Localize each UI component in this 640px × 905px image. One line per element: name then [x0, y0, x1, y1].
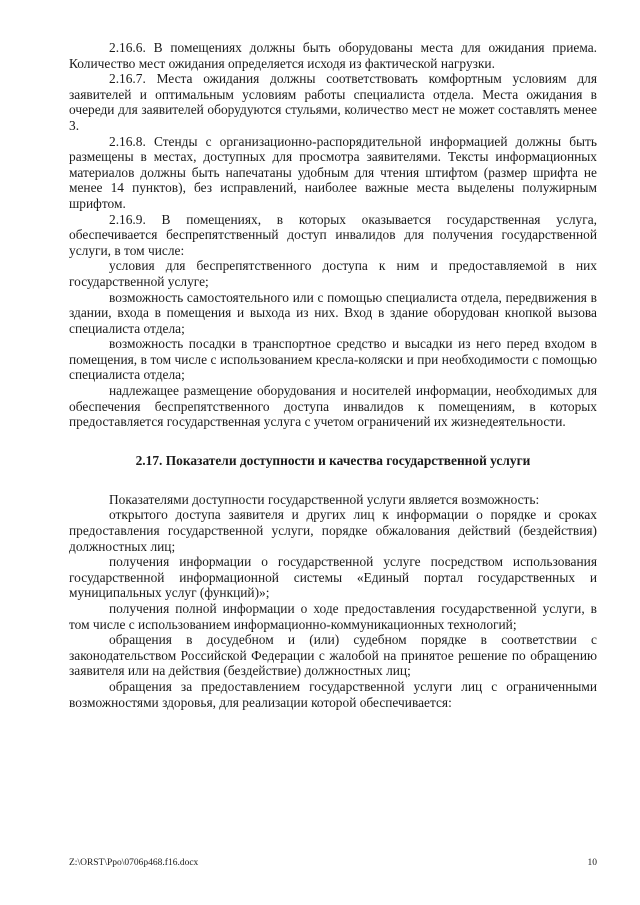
paragraph: обращения за предоставлением государственной услуги лиц с ограниченными возможностями здоровья, для реализации которой обеспечивается: — [69, 678, 597, 710]
page-number: 10 — [587, 858, 597, 868]
paragraph: 2.16.7. Места ожидания должны соответствовать комфортным условиям для заявителей и оптимальным условиям работы специалиста отдела. Места ожидания в очереди для заявителей оборудуются стульями, количество мест не может составлять менее 3. — [69, 71, 597, 133]
paragraph: открытого доступа заявителя и других лиц к информации о порядке и сроках предоставления государственной услуги, порядке обжалования действий (бездействия) должностных лиц; — [69, 507, 597, 554]
paragraph: возможность посадки в транспортное средство и высадки из него перед входом в помещения, в том числе с использованием кресла-коляски и при необходимости с помощью специалиста отдела; — [69, 336, 597, 383]
paragraph: надлежащее размещение оборудования и носителей информации, необходимых для обеспечения беспрепятственного доступа инвалидов к помещениям, в которых предоставляется государственная услуга с учетом ограничений их жизнедеятельности. — [69, 383, 597, 430]
paragraph: возможность самостоятельного или с помощью специалиста отдела, передвижения в здании, входа в помещения и выхода из них. Вход в здание оборудован кнопкой вызова специалиста отдела; — [69, 289, 597, 336]
paragraph: получения информации о государственной услуге посредством использования государственной информационной системы «Единый портал государственных и муниципальных услуг (функций)»; — [69, 554, 597, 601]
paragraph: условия для беспрепятственного доступа к ним и предоставляемой в них государственной услуге; — [69, 258, 597, 289]
paragraph: 2.16.9. В помещениях, в которых оказывается государственная услуга, обеспечивается беспрепятственный доступ инвалидов для получения государственной услуги, в том числе: — [69, 211, 597, 258]
paragraph: 2.16.8. Стенды с организационно-распорядительной информацией должны быть размещены в местах, доступных для просмотра заявителями. Тексты информационных материалов должны быть напечатаны удобным для чтения штифтом (размер шрифта не менее 14 пунктов), без исправлений, наиболее важные места выделены полужирным шрифтом. — [69, 133, 597, 211]
paragraph: обращения в досудебном и (или) судебном порядке в соответствии с законодательством Российской Федерации с жалобой на принятое решение по обращению заявителя или на действия (бездействие) должностных лиц; — [69, 632, 597, 679]
paragraph: получения полной информации о ходе предоставления государственной услуги, в том числе с использованием информационно-коммуникационных технологий; — [69, 601, 597, 632]
page-footer — [69, 857, 597, 869]
section-heading: 2.17. Показатели доступности и качества государственной услуги — [135, 452, 531, 468]
file-path: Z:\ORST\Ppo\0706p468.f16.docx — [69, 858, 199, 868]
paragraph: Показателями доступности государственной услуги является возможность: — [109, 491, 540, 507]
section-2-16-items — [69, 40, 597, 430]
section-2-17-items — [69, 492, 597, 710]
paragraph: 2.16.6. В помещениях должны быть оборудованы места для ожидания приема. Количество мест ожидания определяется исходя из фактической нагрузки. — [69, 40, 597, 71]
